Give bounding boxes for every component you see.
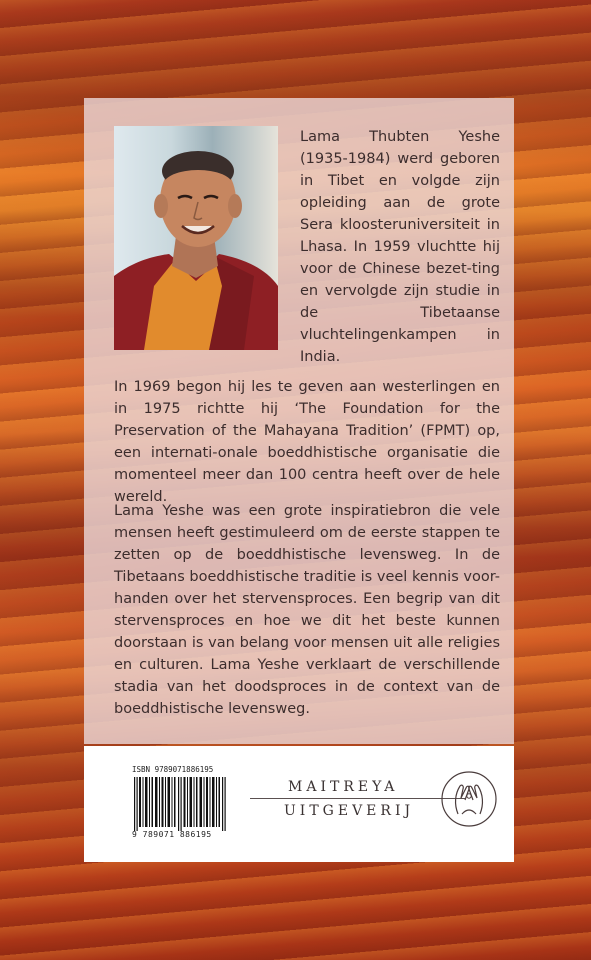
isbn-label: ISBN 9789071886195 bbox=[132, 765, 214, 774]
publisher-name: MAITREYA bbox=[288, 779, 399, 795]
publisher-divider bbox=[250, 798, 465, 799]
barcode bbox=[132, 765, 232, 850]
description-paragraph: Lama Yeshe was een grote inspiratiebron die vele mensen heeft gestimuleerd om de eerste stappen te zetten op de boeddhistische levensweg. In de Tibetaans boeddhistische traditie is veel kennis voor-handen over het stervensproces. Een begrip van dit stervensproces en hoe we dit het beste kunnen doorstaan is van belang voor mensen uit alle religies en culturen. Lama Yeshe verklaart de verschillende stadia van het doodsproces in de context van de boeddhistische levensweg. bbox=[114, 503, 500, 717]
bio-paragraph: Lama Thubten Yeshe (1935-1984) werd geboren in Tibet en volgde zijn opleiding aan de grote Sera kloosteruniversiteit in Lhasa. In 1959 vluchtte hij voor de Chinese bezet-ting en vervolgde zijn studie in de Tibetaanse vluchtelingenkampen in India. bbox=[300, 129, 500, 365]
hands-lotus-icon bbox=[440, 770, 498, 828]
publisher-subname: UITGEVERIJ bbox=[284, 803, 415, 819]
portrait-photo bbox=[114, 126, 278, 350]
barcode-bars bbox=[132, 777, 232, 831]
history-paragraph: In 1969 begon hij les te geven aan westerlingen en in 1975 richtte hij ‘The Foundation for the Preservation of the Mahayana Tradition’ (FPMT) op, een internati-onale boeddhistische organisatie die momenteel meer dan 100 centra heeft over de hele wereld. bbox=[114, 379, 500, 505]
isbn-digits: 9 789071 886195 bbox=[132, 830, 212, 839]
